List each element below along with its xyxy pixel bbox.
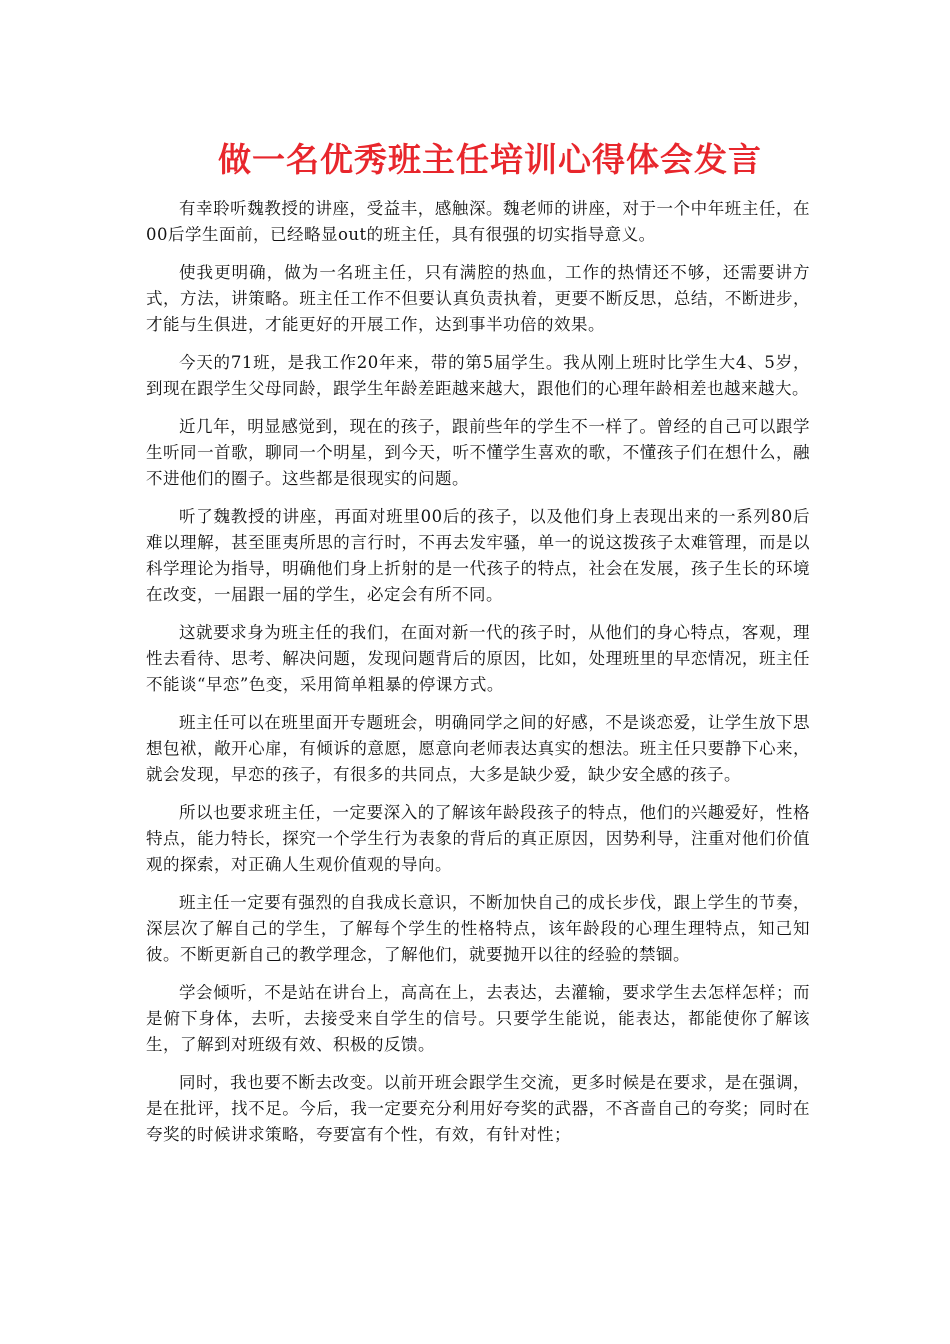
paragraph-5: 听了魏教授的讲座，再面对班里00后的孩子，以及他们身上表现出来的一系列80后难以理解，甚至匪夷所思的言行时，不再去发牢骚，单一的说这拨孩子太难管理，而是以科学理论为指导，明确他们身上折射的是一代孩子的特点，社会在发展，孩子生长的环境在改变，一届跟一届的学生，必定会有所不同。 — [146, 507, 810, 604]
paragraph-10: 学会倾听，不是站在讲台上，高高在上，去表达，去灌输，要求学生去怎样怎样；而是俯下身体，去听，去接受来自学生的信号。只要学生能说，能表达，都能使你了解该生，了解到对班级有效、积极的反馈。 — [146, 983, 810, 1054]
paragraph-1: 有幸聆听魏教授的讲座，受益丰，感触深。魏老师的讲座，对于一个中年班主任，在00后学生面前，已经略显out的班主任，具有很强的切实指导意义。 — [146, 199, 810, 244]
paragraph-6: 这就要求身为班主任的我们，在面对新一代的孩子时，从他们的身心特点，客观，理性去看待、思考、解决问题，发现问题背后的原因，比如，处理班里的早恋情况，班主任不能谈“早恋”色变，采用简单粗暴的停课方式。 — [146, 623, 810, 694]
paragraph-9: 班主任一定要有强烈的自我成长意识，不断加快自己的成长步伐，跟上学生的节奏，深层次了解自己的学生，了解每个学生的性格特点，该年龄段的心理生理特点，知己知彼。不断更新自己的教学理念，了解他们，就要抛开以往的经验的禁锢。 — [146, 893, 810, 964]
paragraph-8: 所以也要求班主任，一定要深入的了解该年龄段孩子的特点，他们的兴趣爱好，性格特点，能力特长，探究一个学生行为表象的背后的真正原因，因势利导，注重对他们价值观的探索，对正确人生观价值观的导向。 — [146, 803, 810, 874]
paragraph-7: 班主任可以在班里面开专题班会，明确同学之间的好感，不是谈恋爱，让学生放下思想包袱，敞开心扉，有倾诉的意愿，愿意向老师表达真实的想法。班主任只要静下心来，就会发现，早恋的孩子，有很多的共同点，大多是缺少爱，缺少安全感的孩子。 — [146, 713, 810, 784]
paragraph-4: 近几年，明显感觉到，现在的孩子，跟前些年的学生不一样了。曾经的自己可以跟学生听同一首歌，聊同一个明星，到今天，听不懂学生喜欢的歌，不懂孩子们在想什么，融不进他们的圈子。这些都是很现实的问题。 — [146, 417, 810, 488]
paragraph-11: 同时，我也要不断去改变。以前开班会跟学生交流，更多时候是在要求，是在强调，是在批评，找不足。今后，我一定要充分利用好夸奖的武器，不吝啬自己的夸奖；同时在夸奖的时候讲求策略，夸要富有个性，有效，有针对性； — [146, 1073, 810, 1144]
document-title: 做一名优秀班主任培训心得体会发言 — [218, 140, 762, 179]
document-body — [146, 196, 810, 1148]
paragraph-3: 今天的71班，是我工作20年来，带的第5届学生。我从刚上班时比学生大4、5岁，到现在跟学生父母同龄，跟学生年龄差距越来越大，跟他们的心理年龄相差也越来越大。 — [146, 353, 810, 398]
paragraph-2: 使我更明确，做为一名班主任，只有满腔的热血，工作的热情还不够，还需要讲方式，方法，讲策略。班主任工作不但要认真负责执着，更要不断反思，总结，不断进步，才能与生俱进，才能更好的开展工作，达到事半功倍的效果。 — [146, 263, 810, 334]
